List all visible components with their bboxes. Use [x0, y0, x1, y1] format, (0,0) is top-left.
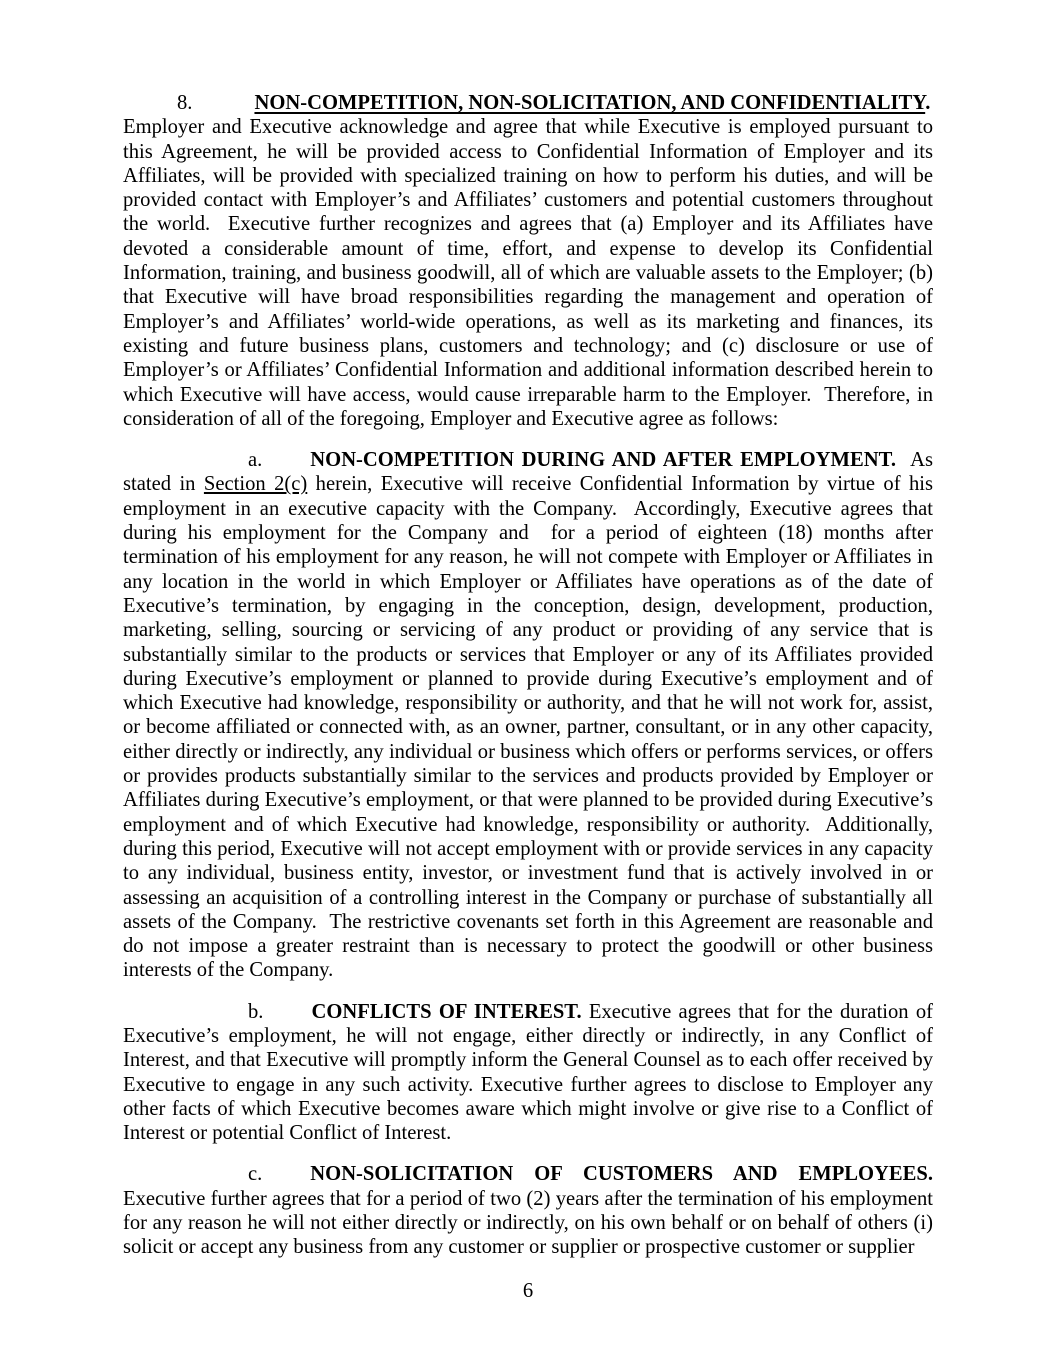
- subsection-c: [123, 1162, 933, 1259]
- section-2c-reference: Section 2(c): [203, 473, 308, 496]
- section-number: 8.: [177, 92, 193, 114]
- subsection-c-letter: c.: [248, 1163, 263, 1186]
- section-title: NON-COMPETITION, NON-SOLICITATION, AND CONFIDENTIALITY: [254, 92, 926, 114]
- document-content: [123, 91, 933, 1260]
- subsection-b-body: Executive agrees that for the duration of Executive’s employment, he will not engage, either directly or indirectly, in any Conflict of Interest, and that Executive will promptly inform the General Counsel as to each offer received by Executive to engage in any such activity. Executive further agrees to disclose to Employer any other facts of which Executive becomes aware which might involve or give rise to a Conflict of Interest or potential Conflict of Interest.: [123, 1000, 933, 1145]
- subsection-b-letter: b.: [248, 1000, 264, 1023]
- section-heading: [123, 91, 933, 115]
- subsection-a-title: NON-COMPETITION DURING AND AFTER EMPLOYMENT: [310, 449, 891, 472]
- subsection-a: [123, 448, 933, 983]
- subsection-c-title: NON-SOLICITATION OF CUSTOMERS AND EMPLOYEES: [310, 1163, 928, 1186]
- subsection-a-lead-in: As stated in: [123, 449, 933, 496]
- subsection-b-title-period: .: [576, 1000, 582, 1023]
- subsection-c-body: Executive further agrees that for a period of two (2) years after the termination of his employment for any reason he will not either directly or indirectly, on his own behalf or on behalf of others (i) solicit or accept any business from any customer or supplier or prospective customer or supplier: [123, 1187, 933, 1259]
- subsection-a-letter: a.: [248, 449, 263, 472]
- intro-paragraph: Employer and Executive acknowledge and agree that while Executive is employed pursuant to this Agreement, he will be provided access to Confidential Information of Employer and its Affiliates, will be provided with specialized training on how to perform his duties, and will be provided contact with Employer’s and Affiliates’ customers and potential customers throughout the world. Executive further recognizes and agrees that (a) Employer and its Affiliates have devoted a considerable amount of time, effort, and expense to develop its Confidential Information, training, and business goodwill, all of which are valuable assets to the Employer; (b) that Executive will have broad responsibilities regarding the management and operation of Employer’s and Affiliates’ world-wide operations, as well as its marketing and finances, its existing and future business plans, customers and technology; and (c) disclosure or use of Employer’s or Affiliates’ Confidential Information and additional information described herein to which Executive will have access, would cause irreparable harm to the Employer. Therefore, in consideration of all of the foregoing, Employer and Executive agree as follows:: [123, 116, 933, 430]
- subsection-a-body: herein, Executive will receive Confidential Information by virtue of his employment in an executive capacity with the Company. Accordingly, Executive agrees that during his employment for the Company and for a period of eighteen (18) months after termination of his employment for any reason, he will not compete with Employer or Affiliates in any location in the world in which Employer or Affiliates have operations as of the date of Executive’s termination, by engaging in the conception, design, development, production, marketing, selling, sourcing or servicing of any product or providing of any service that is substantially similar to the products or services that Employer or any of its Affiliates provided during Executive’s employment or planned to provide during Executive’s employment and of which Executive had knowledge, responsibility or authority, and that he will not work for, assist, or become affiliated or connected with, as an owner, partner, consultant, or in any other capacity, either directly or indirectly, any individual or business which offers or performs services, or offers or provides products substantially similar to the services and products provided by Employer or Affiliates during Executive’s employment, or that were planned to be provided during Executive’s employment and of which Executive had knowledge, responsibility or authority. Additionally, during this period, Executive will not accept employment with or provide services in any capacity to any individual, business entity, investor, or investment fund that is actively involved in or assessing an acquisition of a controlling interest in the Company or purchase of substantially all assets of the Company. The restrictive covenants set forth in this Agreement are reasonable and do not impose a greater restraint than is necessary to protect the goodwill or other business interests of the Company.: [123, 473, 934, 982]
- subsection-b: [123, 1000, 933, 1146]
- subsection-a-title-period: .: [890, 449, 896, 472]
- section-title-period: .: [925, 92, 931, 114]
- subsection-c-title-period: .: [927, 1163, 933, 1186]
- page-number: 6: [522, 1280, 534, 1302]
- subsection-b-title: CONFLICTS OF INTEREST: [311, 1000, 577, 1023]
